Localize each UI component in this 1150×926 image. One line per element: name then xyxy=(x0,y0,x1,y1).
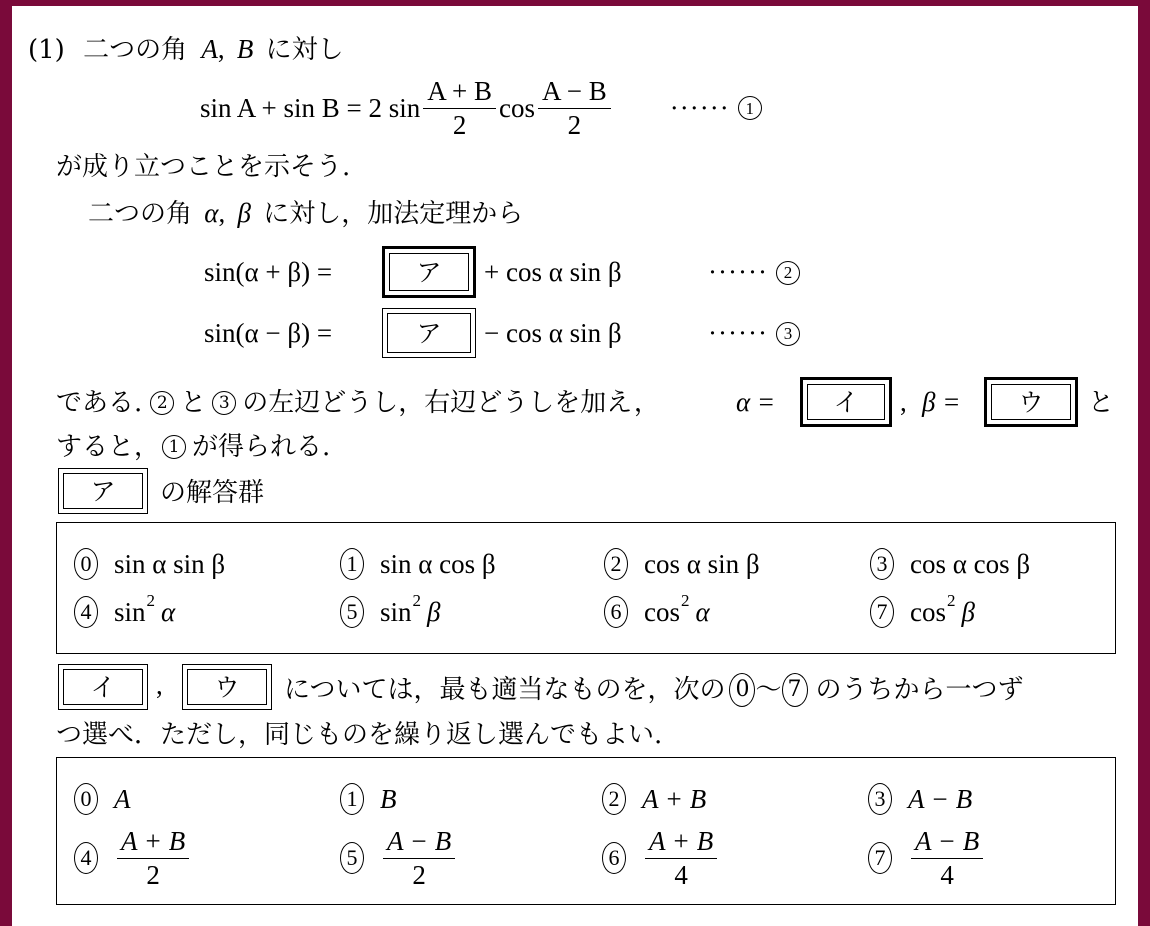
option-sup: 2 xyxy=(146,591,156,610)
ref-1: 1 xyxy=(162,435,186,459)
answer-box-a[interactable] xyxy=(382,246,476,298)
option-text: sin α cos β xyxy=(380,548,496,579)
option-number: 1 xyxy=(340,548,364,580)
equation-2-lhs: sin(α + β) = xyxy=(204,257,333,287)
fraction-den: 4 xyxy=(940,860,954,890)
option-fraction xyxy=(117,826,189,890)
instruction-text-2: のうちから一つず xyxy=(815,675,1024,705)
option-fn: sin xyxy=(380,596,412,627)
eq3-dots: ······ xyxy=(708,318,768,348)
eq1-fraction-2 xyxy=(538,76,611,140)
equation-3-rhs: − cos α sin β xyxy=(484,318,622,348)
option-b5[interactable] xyxy=(340,826,458,890)
option-a7[interactable] xyxy=(870,591,975,628)
equation-1 xyxy=(200,76,762,140)
equation-2-number-group xyxy=(708,257,800,288)
option-fraction xyxy=(645,826,717,890)
option-b7[interactable] xyxy=(868,826,986,890)
eq2-dots: ······ xyxy=(708,257,768,287)
option-fraction xyxy=(383,826,455,890)
option-a3[interactable] xyxy=(870,548,1030,580)
equation-2-rhs: + cos α sin β xyxy=(484,257,622,287)
option-a6[interactable] xyxy=(604,591,710,628)
option-number: 2 xyxy=(602,783,626,815)
option-a4[interactable] xyxy=(74,591,176,628)
problem-heading xyxy=(28,34,344,65)
option-fn: cos xyxy=(910,596,946,627)
angles-line xyxy=(88,198,523,229)
fraction-den: 4 xyxy=(674,860,688,890)
option-b6[interactable] xyxy=(602,826,720,890)
eq1-frac2-num: A − B xyxy=(538,76,611,109)
group-a-box xyxy=(58,468,148,514)
answer-box-a-label: ア xyxy=(389,253,469,291)
fraction-den: 2 xyxy=(412,860,426,890)
var-b: B xyxy=(236,34,254,64)
option-fn: cos xyxy=(644,596,680,627)
range-tilde: 〜 xyxy=(755,675,782,705)
option-a1[interactable] xyxy=(340,548,496,580)
option-a2[interactable] xyxy=(604,548,760,580)
option-b0[interactable] xyxy=(74,783,131,815)
equation-3-number-group xyxy=(708,318,800,349)
alpha: α xyxy=(204,198,219,228)
eq1-fraction-1 xyxy=(423,76,496,140)
beta: β xyxy=(237,198,251,228)
option-number: 0 xyxy=(74,783,98,815)
intro-text: 二つの角 xyxy=(83,35,188,65)
option-number: 3 xyxy=(870,548,894,580)
option-text: A xyxy=(114,783,131,814)
instruction-text-1: については，最も適当なものを，次の xyxy=(284,675,726,705)
para-p1: である. xyxy=(56,388,143,418)
answer-panel-a xyxy=(56,522,1116,654)
comma: , xyxy=(218,198,226,228)
option-number: 2 xyxy=(604,548,628,580)
para-p3: の左辺どうし，右辺どうしを加え， xyxy=(242,388,660,418)
option-text: sin α sin β xyxy=(114,548,226,579)
option-a5[interactable] xyxy=(340,591,441,628)
var-a: A xyxy=(201,34,218,64)
fraction-den: 2 xyxy=(146,860,160,890)
group-iu-instruction-1 xyxy=(284,673,1024,707)
option-number: 6 xyxy=(604,596,628,628)
option-a0[interactable] xyxy=(74,548,225,580)
ref-2: 2 xyxy=(150,391,174,415)
eq1-number: 1 xyxy=(738,96,762,120)
part-label: (1) xyxy=(28,35,65,65)
fraction-num: A + B xyxy=(117,826,189,859)
option-b3[interactable] xyxy=(868,783,972,815)
option-text: A + B xyxy=(642,783,707,814)
option-var: α xyxy=(695,596,710,627)
option-text: B xyxy=(380,783,397,814)
answer-box-i-label: イ xyxy=(807,384,885,420)
option-number: 4 xyxy=(74,596,98,628)
option-sup: 2 xyxy=(681,591,690,610)
alpha-eq: α = xyxy=(736,387,776,417)
para-l2b: が得られる. xyxy=(192,432,331,462)
option-number: 6 xyxy=(602,842,626,874)
para-to: と xyxy=(1088,388,1115,418)
range-start: 0 xyxy=(729,673,755,707)
answer-box-a-ref xyxy=(382,308,476,358)
beta-eq: β = xyxy=(922,387,961,417)
para-l2a: すると， xyxy=(56,432,161,462)
group-a-label: の解答群 xyxy=(160,478,265,508)
option-var: β xyxy=(427,596,441,627)
comma: , xyxy=(900,387,907,417)
angles-post: に対し，加法定理から xyxy=(263,199,524,229)
option-number: 4 xyxy=(74,842,98,874)
option-b2[interactable] xyxy=(602,783,706,815)
eq1-frac1-num: A + B xyxy=(423,76,496,109)
option-text: cos α cos β xyxy=(910,548,1031,579)
option-var: α xyxy=(161,596,176,627)
angles-pre: 二つの角 xyxy=(88,199,193,229)
comma: , xyxy=(156,670,163,700)
option-fraction xyxy=(911,826,983,890)
fraction-num: A − B xyxy=(911,826,983,859)
para-p2: と xyxy=(180,388,207,418)
option-fn: sin xyxy=(114,596,146,627)
group-iu-box-i-label: イ xyxy=(63,669,143,705)
eq1-dots: ······ xyxy=(669,92,730,123)
eq1-frac1-den: 2 xyxy=(452,110,467,140)
option-number: 7 xyxy=(870,596,894,628)
para-line-1 xyxy=(56,388,660,418)
answer-box-u-label: ウ xyxy=(991,384,1071,420)
option-b1[interactable] xyxy=(340,783,397,815)
option-number: 5 xyxy=(340,596,364,628)
option-number: 7 xyxy=(868,842,892,874)
option-sup: 2 xyxy=(412,591,422,610)
eq1-lhs: sin A + sin B = 2 sin xyxy=(200,92,421,123)
answer-box-u[interactable] xyxy=(984,377,1078,427)
option-text: A − B xyxy=(908,783,973,814)
answer-box-a-ref-label: ア xyxy=(387,313,471,353)
group-a-box-label: ア xyxy=(63,473,143,509)
comma: , xyxy=(217,34,225,64)
option-sup: 2 xyxy=(947,591,956,610)
option-number: 5 xyxy=(340,842,364,874)
option-text: cos α sin β xyxy=(644,548,760,579)
group-iu-box-u-label: ウ xyxy=(187,669,267,705)
option-number: 3 xyxy=(868,783,892,815)
range-end: 7 xyxy=(782,673,808,707)
eq1-frac2-den: 2 xyxy=(567,110,582,140)
eq2-number: 2 xyxy=(776,261,800,285)
eq3-number: 3 xyxy=(776,322,800,346)
answer-box-i[interactable] xyxy=(800,377,892,427)
ref-3: 3 xyxy=(212,391,236,415)
equation-3-lhs: sin(α − β) = xyxy=(204,318,333,348)
show-line: が成り立つことを示そう. xyxy=(56,152,351,182)
group-iu-box-i xyxy=(58,664,148,710)
para-line-2 xyxy=(56,432,330,462)
eq1-cos: cos xyxy=(499,92,536,123)
group-iu-instruction-2: つ選べ．ただし，同じものを繰り返し選んでもよい. xyxy=(56,720,663,750)
intro-tail: に対し xyxy=(265,35,344,65)
group-iu-box-u xyxy=(182,664,272,710)
option-number: 1 xyxy=(340,783,364,815)
option-number: 0 xyxy=(74,548,98,580)
fraction-num: A + B xyxy=(645,826,717,859)
fraction-num: A − B xyxy=(383,826,455,859)
option-var: β xyxy=(961,596,975,627)
option-b4[interactable] xyxy=(74,826,192,890)
